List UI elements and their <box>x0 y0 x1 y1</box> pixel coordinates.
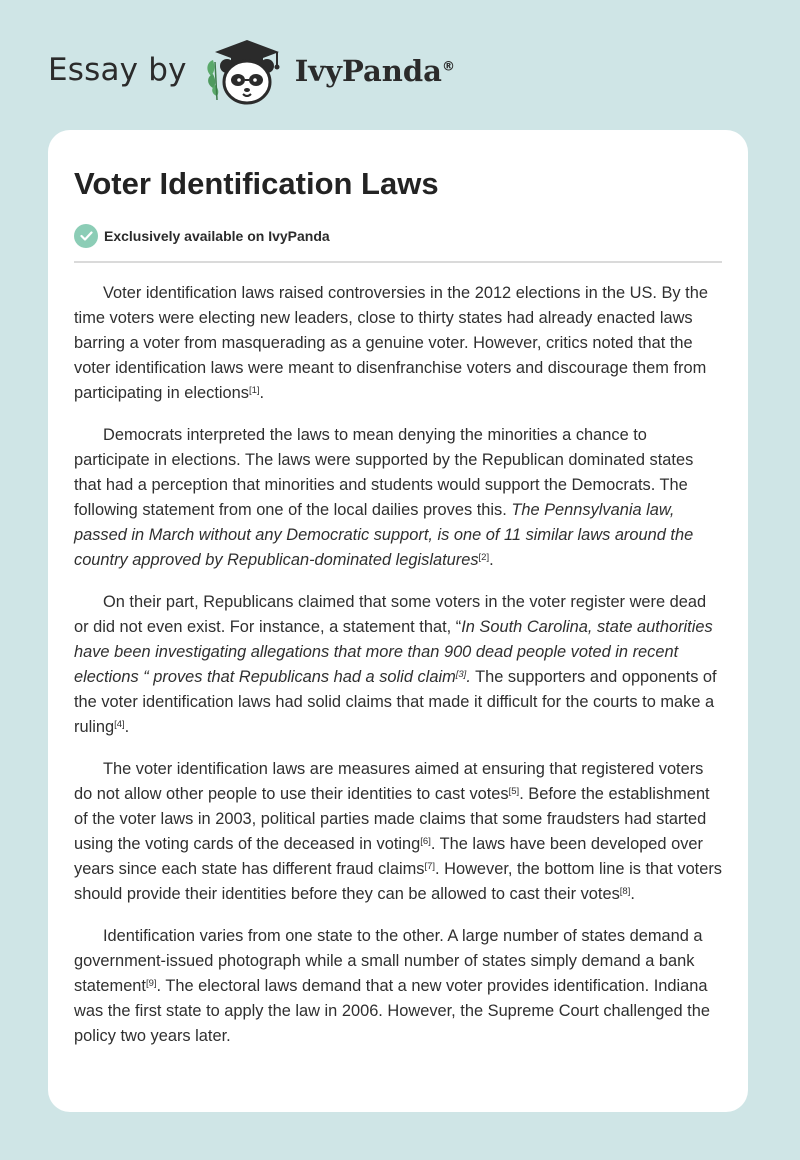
paragraph-text: . <box>259 384 265 402</box>
paragraph-text: The supporters and opponents of the voter identification laws had solid claims that made it difficult for the courts to make a ruling <box>74 668 717 736</box>
citation-ref: [6] <box>420 836 431 847</box>
badge-text: Exclusively available on IvyPanda <box>104 228 330 244</box>
essay-paragraph <box>74 924 722 1049</box>
paragraph-text: . <box>630 885 635 903</box>
registered-mark: ® <box>441 59 455 75</box>
citation-ref: [4] <box>114 719 125 730</box>
panda-logo-icon <box>203 36 287 108</box>
citation-ref: [3] <box>455 669 467 680</box>
citation-ref: [2] <box>478 552 490 563</box>
essay-paragraph <box>74 757 722 907</box>
essay-paragraph <box>74 423 722 573</box>
paragraph-text: . However, the bottom line is that voters should provide their identities before they can be allowed to cast their votes <box>74 860 723 903</box>
paragraph-text: On their part, Republicans claimed that some voters in the voter register were dead or did not even exist. For instance, a statement that, “ <box>74 593 707 636</box>
check-icon <box>74 224 98 248</box>
paragraph-text: Democrats interpreted the laws to mean denying the minorities a chance to participate in elections. The laws were supported by the Republican dominated states that had a perception that minorities and students would support the Democrats. The following statement from one of the local dailies proves this. <box>74 426 694 519</box>
paragraph-text: . <box>489 551 494 569</box>
brand-prefix: Essay by <box>48 52 187 88</box>
quoted-text: The Pennsylvania law, passed in March without any Democratic support, is one of 11 similar laws around the country approved by Republican-dominated legislatures <box>74 501 694 569</box>
quoted-text: In South Carolina, state authorities have been investigating allegations that more than 900 dead people voted in recent elections “ proves that Republicans had a solid claim <box>74 618 713 686</box>
citation-ref: [1] <box>248 385 260 396</box>
brand-name <box>295 54 455 88</box>
essay-body <box>74 281 722 1049</box>
paragraph-text: Voter identification laws raised controversies in the 2012 elections in the US. By the time voters were electing new leaders, close to thirty states had already enacted laws barring a voter from masquerading as a genuine voter. However, critics noted that the voter identification laws were meant to disenfranchise voters and discourage them from participating in elections <box>74 284 708 402</box>
citation-ref: [5] <box>508 786 520 797</box>
citation-ref: [9] <box>145 978 157 989</box>
paragraph-text: . The electoral laws demand that a new voter provides identification. Indiana was the first state to apply the law in 2006. However, the Supreme Court challenged the policy two years later. <box>74 977 710 1045</box>
quoted-text: . <box>466 668 471 686</box>
divider <box>74 261 722 263</box>
essay-paragraph <box>74 281 722 406</box>
page-title: Voter Identification Laws <box>74 166 439 201</box>
paragraph-text: Identification varies from one state to the other. A large number of states demand a government-issued photograph while a small number of states simply demand a bank statement <box>74 927 703 995</box>
paragraph-text: . The laws have been developed over years since each state has different fraud claims <box>74 835 703 878</box>
essay-paragraph <box>74 590 722 740</box>
exclusive-badge <box>74 224 722 248</box>
brand-name-text: IvyPanda <box>294 54 442 88</box>
paragraph-text: The voter identification laws are measures aimed at ensuring that registered voters do not allow other people to use their identities to cast votes <box>74 760 704 803</box>
essay-card <box>48 130 748 1112</box>
citation-ref: [8] <box>619 886 631 897</box>
paragraph-text: . Before the establishment of the voter laws in 2003, political parties made claims that some fraudsters had started using the voting cards of the deceased in voting <box>74 785 710 853</box>
brand-header <box>48 36 455 108</box>
citation-ref: [7] <box>424 861 436 872</box>
paragraph-text: . <box>124 718 130 736</box>
